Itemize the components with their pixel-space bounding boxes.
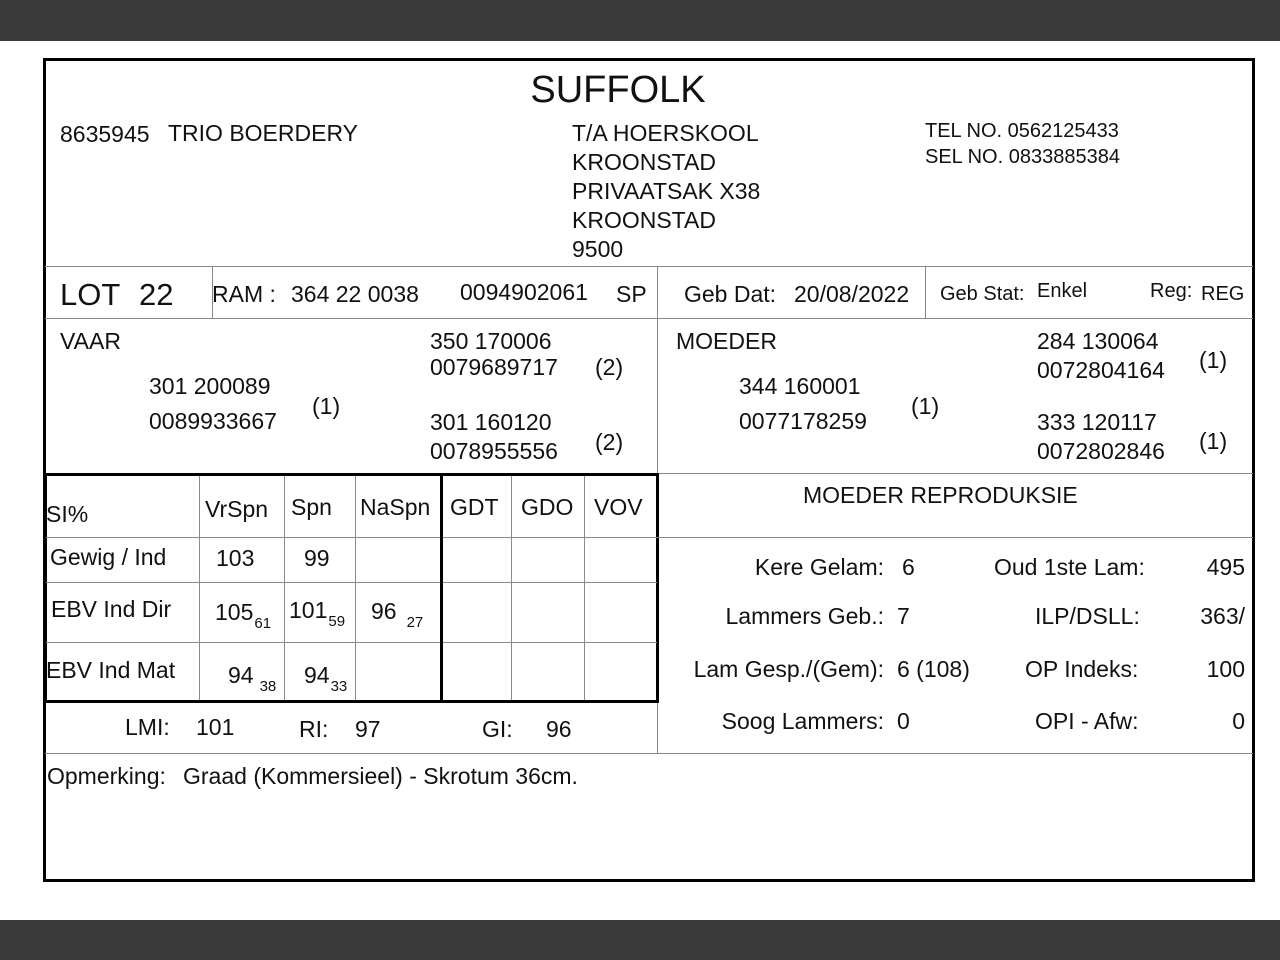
moeder-dam-flag: (1) <box>1199 428 1228 454</box>
moeder-id: 344 160001 <box>739 373 861 399</box>
moeder-dam-id: 333 120117 <box>1037 409 1157 435</box>
repro-title: MOEDER REPRODUKSIE <box>803 482 1078 508</box>
row-ebv-dir-naspn <box>371 598 424 631</box>
grid-row-line-1 <box>46 537 657 538</box>
lmi-value: 101 <box>196 714 235 740</box>
kere-gelam-value: 6 <box>902 554 915 580</box>
row-ebv-dir-vrspn-accuracy: 61 <box>254 615 272 632</box>
divider-indices-bottom <box>45 753 1253 754</box>
lmi-label: LMI: <box>125 714 170 740</box>
lot-number: 22 <box>139 277 174 312</box>
vaar-reg: 0089933667 <box>149 408 277 434</box>
moeder-dam-reg: 0072802846 <box>1037 438 1165 464</box>
reg-label: Reg: <box>1150 280 1193 302</box>
reg-value: REG <box>1201 283 1245 305</box>
row-ebv-dir-naspn-value: 96 <box>371 598 397 624</box>
row-ebv-dir-naspn-accuracy: 27 <box>406 614 424 631</box>
oud-1ste-lam-value: 495 <box>1206 554 1245 580</box>
row-ebv-mat-label: EBV Ind Mat <box>46 657 176 683</box>
header-vrspn: VrSpn <box>205 496 269 522</box>
header-spn: Spn <box>291 494 332 520</box>
row-gewig-spn: 99 <box>304 545 330 571</box>
owner-sel: SEL NO. 0833885384 <box>925 146 1120 168</box>
soog-lammers-value: 0 <box>897 708 910 734</box>
ilp-dsll-value: 363/ <box>1200 603 1245 629</box>
lammers-geb-label: Lammers Geb.: <box>725 603 884 629</box>
moeder-sire-id: 284 130064 <box>1037 328 1159 354</box>
row-ebv-mat-vrspn-value: 94 <box>228 662 254 688</box>
owner-number: 8635945 <box>60 121 150 147</box>
divider-repro-title <box>657 537 1253 538</box>
header-gdo: GDO <box>521 494 574 520</box>
divider-lot-2 <box>657 266 658 318</box>
oud-1ste-lam-label: Oud 1ste Lam: <box>994 554 1145 580</box>
divider-lot-top <box>45 266 1253 267</box>
header-si-pct: SI% <box>46 501 89 527</box>
grid-row-line-2 <box>46 582 657 583</box>
row-ebv-dir-vrspn-value: 105 <box>215 599 254 625</box>
header-vov: VOV <box>594 494 643 520</box>
moeder-reg: 0077178259 <box>739 408 867 434</box>
row-ebv-mat-spn <box>304 662 348 695</box>
ri-label: RI: <box>299 716 329 742</box>
vaar-flag: (1) <box>312 393 341 419</box>
row-ebv-dir-spn-accuracy: 59 <box>328 613 346 630</box>
geb-dat-value: 20/08/2022 <box>794 281 910 307</box>
row-ebv-mat-spn-accuracy: 33 <box>330 678 348 695</box>
vaar-sire-flag: (2) <box>595 354 624 380</box>
grid-col-line-2 <box>284 476 285 700</box>
grid-col-line-3 <box>355 476 356 700</box>
owner-address-line-2: KROONSTAD <box>572 149 716 175</box>
lot-registration-id: 0094902061 <box>460 279 588 305</box>
opi-afw-value: 0 <box>1232 708 1245 734</box>
lammers-geb-value: 7 <box>897 603 910 629</box>
moeder-flag: (1) <box>911 393 940 419</box>
lot-sp: SP <box>616 281 647 307</box>
geb-dat-label: Geb Dat: <box>684 281 777 307</box>
lam-gesp-label: Lam Gesp./(Gem): <box>693 656 884 682</box>
row-ebv-mat-vrspn-accuracy: 38 <box>259 678 277 695</box>
vaar-dam-reg: 0078955556 <box>430 438 558 464</box>
row-ebv-dir-spn <box>289 597 346 630</box>
vaar-label: VAAR <box>60 328 121 354</box>
row-gewig-vrspn: 103 <box>216 545 255 571</box>
grid-row-line-3 <box>46 642 657 643</box>
grid-col-line-thick <box>440 476 443 700</box>
divider-lot-3 <box>925 266 926 318</box>
remark-label: Opmerking: <box>47 763 166 789</box>
breed-title: SUFFOLK <box>530 69 706 111</box>
row-ebv-mat-vrspn <box>228 662 277 695</box>
owner-address-line-4: KROONSTAD <box>572 207 716 233</box>
owner-address-line-3: PRIVAATSAK X38 <box>572 178 761 204</box>
divider-lot-bottom <box>45 318 1253 319</box>
vaar-sire-id: 350 170006 <box>430 328 552 354</box>
op-indeks-value: 100 <box>1206 656 1245 682</box>
ram-label: RAM : <box>212 281 276 307</box>
geb-stat-label: Geb Stat: <box>940 283 1025 305</box>
geb-stat-value: Enkel <box>1037 280 1088 302</box>
owner-address-line-5: 9500 <box>572 236 624 262</box>
ri-value: 97 <box>355 716 381 742</box>
row-ebv-mat-spn-value: 94 <box>304 662 330 688</box>
grid-col-line-6 <box>584 476 585 700</box>
row-ebv-dir-vrspn <box>215 599 272 632</box>
vaar-id: 301 200089 <box>149 373 271 399</box>
moeder-label: MOEDER <box>676 328 777 354</box>
opi-afw-label: OPI - Afw: <box>1035 708 1139 734</box>
op-indeks-label: OP Indeks: <box>1025 656 1139 682</box>
row-ebv-dir-label: EBV Ind Dir <box>51 596 172 622</box>
header-naspn: NaSpn <box>360 494 431 520</box>
grid-col-line-5 <box>511 476 512 700</box>
kere-gelam-label: Kere Gelam: <box>754 554 884 580</box>
row-gewig-label: Gewig / Ind <box>50 544 167 570</box>
lam-gesp-value: 6 (108) <box>897 656 970 682</box>
owner-tel: TEL NO. 0562125433 <box>925 120 1119 142</box>
moeder-sire-flag: (1) <box>1199 347 1228 373</box>
vaar-sire-reg: 0079689717 <box>430 354 558 380</box>
row-ebv-dir-spn-value: 101 <box>289 597 328 623</box>
divider-pedigree-bottom <box>657 473 1253 474</box>
ilp-dsll-label: ILP/DSLL: <box>1035 603 1140 629</box>
ram-value: 364 22 0038 <box>291 281 419 307</box>
owner-name: TRIO BOERDERY <box>168 120 358 146</box>
top-dark-band <box>0 0 1280 41</box>
lot-label: LOT <box>60 277 121 312</box>
vaar-dam-flag: (2) <box>595 429 624 455</box>
vaar-dam-id: 301 160120 <box>430 409 552 435</box>
gi-value: 96 <box>546 716 572 742</box>
grid-col-line-1 <box>199 476 200 700</box>
bottom-dark-band <box>0 920 1280 960</box>
header-gdt: GDT <box>450 494 499 520</box>
soog-lammers-label: Soog Lammers: <box>721 708 884 734</box>
owner-address-line-1: T/A HOERSKOOL <box>572 120 759 146</box>
remark-text: Graad (Kommersieel) - Skrotum 36cm. <box>183 763 578 789</box>
moeder-sire-reg: 0072804164 <box>1037 357 1165 383</box>
gi-label: GI: <box>482 716 513 742</box>
